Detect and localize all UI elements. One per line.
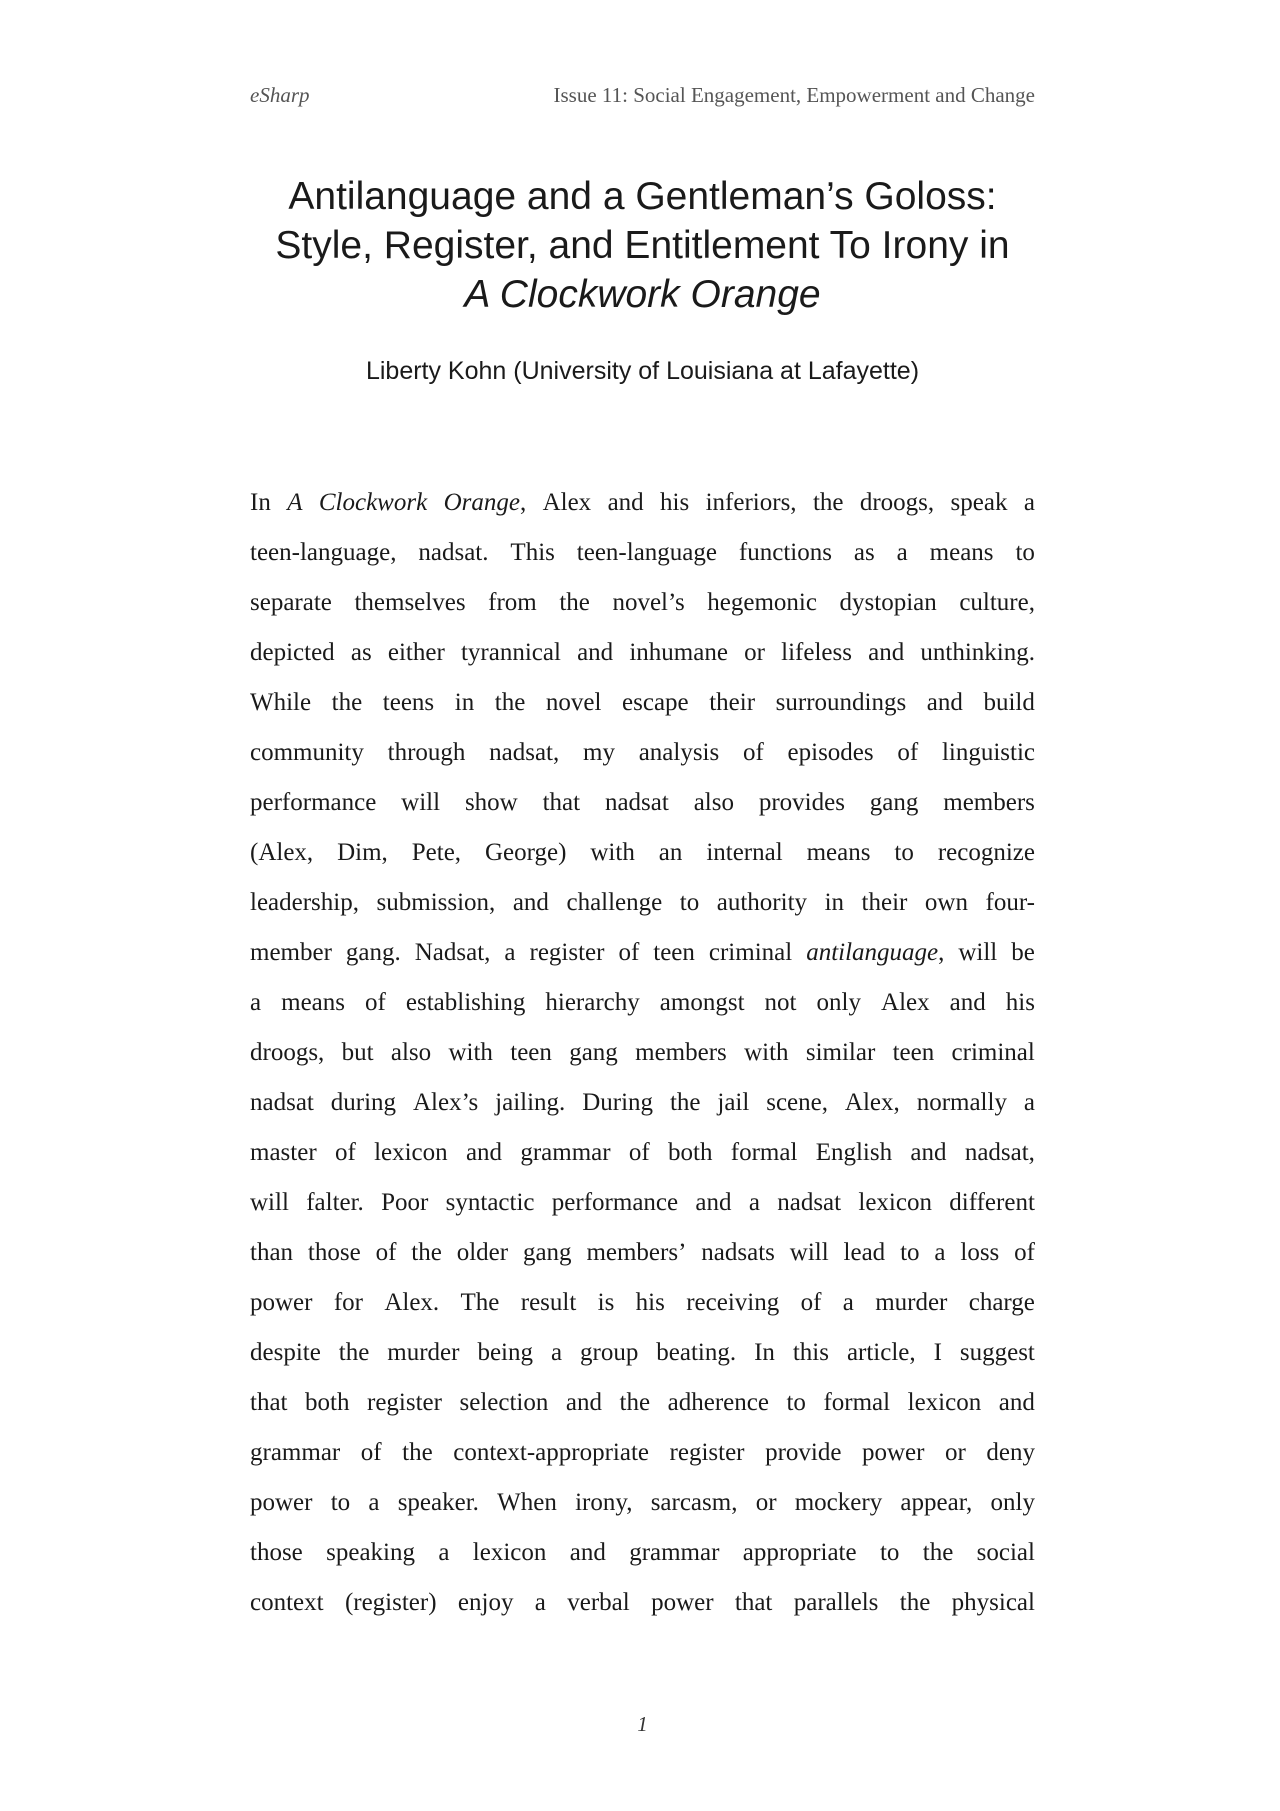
body-word: context-appropriate [453,1439,649,1466]
body-word: suggest [959,1339,1035,1366]
article-title [230,172,1055,319]
body-word: jailing. [495,1089,566,1116]
body-word: amongst [659,989,745,1016]
body-word: of [365,989,386,1016]
body-word: or [945,1439,966,1466]
body-word: (Alex, [250,839,314,866]
body-word: social [976,1539,1035,1566]
body-word: droogs, [250,1039,325,1066]
body-word: lexicon [907,1389,982,1416]
body-word: the [331,689,363,716]
body-word: the [922,1539,954,1566]
body-word: mockery [794,1489,883,1516]
body-line [250,678,1035,728]
body-word: Alex, [844,1089,900,1116]
body-word: lexicon [858,1189,932,1216]
body-word: that [542,789,581,816]
body-word: grammar [520,1139,611,1166]
body-word: nadsat [250,1089,314,1116]
body-word: submission, [376,889,496,916]
body-word: Clockwork [318,489,428,516]
body-word: grammar [250,1439,341,1466]
body-word: I [933,1339,942,1366]
body-word: not [764,989,797,1016]
body-word: a [1023,1089,1035,1116]
body-word: or [755,1489,777,1516]
body-word: This [510,539,555,566]
body-word: physical [951,1589,1035,1616]
body-word: enjoy [457,1589,514,1616]
body-word: of [360,1439,382,1466]
body-word: a [250,989,262,1016]
body-word: a [842,1289,854,1316]
body-word: despite [250,1339,321,1366]
body-word: separate [250,589,332,616]
body-line [250,1478,1035,1528]
body-word: Dim, [337,839,388,866]
body-word: dystopian [839,589,937,616]
body-word: master [250,1139,317,1166]
body-word: speaker. [397,1489,479,1516]
body-word: of [375,1239,397,1266]
body-word: Orange, [443,489,527,516]
body-word: appear, [900,1489,973,1516]
body-line [250,628,1035,678]
body-word: gang. [345,939,401,966]
body-word: in [454,689,475,716]
body-word: build [983,689,1035,716]
body-line [250,928,1035,978]
body-word: either [387,639,445,666]
body-word: While [250,689,312,716]
body-word: analysis [638,739,720,766]
body-word: syntactic [445,1189,535,1216]
body-line [250,1578,1035,1628]
body-word: will [789,1239,829,1266]
body-word: sarcasm, [650,1489,738,1516]
body-word: teen [892,1039,935,1066]
body-paragraph [250,478,1035,1628]
body-word: also [390,1039,432,1066]
body-word: during [330,1089,397,1116]
body-word: through [387,739,466,766]
body-word: formal [823,1389,891,1416]
body-word: loss [960,1239,1000,1266]
body-word: as [853,539,875,566]
body-word: establishing [405,989,526,1016]
body-word: both [668,1139,713,1166]
body-word: and [465,1139,503,1166]
body-line [250,1178,1035,1228]
body-word: result [520,1289,577,1316]
body-word: means [281,989,346,1016]
body-word: being [477,1339,533,1366]
body-line [250,478,1035,528]
body-word: to [679,889,700,916]
body-word: the [494,689,526,716]
body-word: scene, [766,1089,829,1116]
body-word: to [900,1239,920,1266]
body-word: to [330,1489,351,1516]
body-line [250,1528,1035,1578]
body-word: that [734,1589,773,1616]
body-line [250,728,1035,778]
body-word: linguistic [941,739,1035,766]
body-word: nadsat, [489,739,560,766]
body-word: a [934,1239,946,1266]
body-line [250,828,1035,878]
body-word: normally [916,1089,1007,1116]
body-word: lifeless [781,639,852,666]
body-word: the [411,1239,442,1266]
body-word: or [744,639,765,666]
body-word: means [806,839,871,866]
body-word: hegemonic [707,589,817,616]
body-word: of [334,1139,356,1166]
body-word: provides [758,789,845,816]
body-word: means [929,539,994,566]
body-word: beating. [656,1339,737,1366]
body-word: Nadsat, [414,939,491,966]
body-word: member [250,939,332,966]
body-word: recognize [937,839,1035,866]
body-word: deny [986,1439,1035,1466]
body-word: lexicon [374,1139,448,1166]
body-word: a [368,1489,380,1516]
body-word: and [512,889,549,916]
title-line-3: A Clockwork Orange [464,273,821,316]
body-word: inhumane [629,639,728,666]
body-word: to [786,1389,806,1416]
body-word: different [949,1189,1035,1216]
body-word: and [949,989,986,1016]
body-word: own [924,889,968,916]
body-word: antilanguage, [806,939,945,966]
body-word: of [618,939,640,966]
body-word: to [879,1539,900,1566]
body-word: four- [985,889,1035,916]
body-word: appropriate [742,1539,857,1566]
body-word: nadsat. [418,539,489,566]
body-word: both [305,1389,350,1416]
body-word: authority [716,889,808,916]
body-word: challenge [566,889,663,916]
body-word: gang [869,789,919,816]
body-word: of [628,1139,650,1166]
body-word: the [899,1589,931,1616]
body-line [250,1328,1035,1378]
body-line [250,1278,1035,1328]
body-word: verbal [567,1589,630,1616]
body-word: jail [717,1089,750,1116]
body-word: unthinking. [920,639,1035,666]
body-word: similar [805,1039,876,1066]
body-word: from [488,589,537,616]
body-word: and [868,639,905,666]
body-word: and [695,1189,732,1216]
body-word: power [651,1589,714,1616]
body-word: and [565,1389,603,1416]
body-word: only [990,1489,1035,1516]
body-word: During [582,1089,654,1116]
body-word: an [658,839,683,866]
body-word: A [287,489,303,516]
body-line [250,1028,1035,1078]
body-word: performance [551,1189,679,1216]
body-word: lead [843,1239,886,1266]
body-word: murder [387,1339,460,1366]
body-word: and [577,639,614,666]
document-page [250,0,1035,1811]
body-word: power [861,1439,925,1466]
body-word: gang [569,1039,618,1066]
body-word: George) [484,839,567,866]
body-word: irony, [575,1489,633,1516]
body-word: the [402,1439,433,1466]
body-word: a [504,939,516,966]
body-word: nadsats [701,1239,775,1266]
body-word: the [669,1089,701,1116]
body-word: provide [765,1439,842,1466]
body-word: and [569,1539,606,1566]
body-word: teen [653,939,695,966]
body-word: nadsat [777,1189,842,1216]
body-word: a [438,1539,450,1566]
body-word: those [307,1239,361,1266]
body-word: charge [968,1289,1035,1316]
body-word: will [401,789,441,816]
body-word: teen-language, [250,539,397,566]
body-word: (register) [344,1589,437,1616]
body-word: When [497,1489,557,1516]
body-word: parallels [793,1589,879,1616]
body-word: In [250,489,271,516]
body-word: the [559,589,590,616]
body-word: register [367,1389,442,1416]
body-word: older [456,1239,509,1266]
body-word: performance [250,789,377,816]
body-line [250,528,1035,578]
body-word: to [894,839,914,866]
body-word: the [812,489,844,516]
body-word: Alex [542,489,592,516]
body-word: Alex’s [412,1089,479,1116]
body-word: culture, [959,589,1035,616]
body-line [250,878,1035,928]
body-word: members [635,1039,727,1066]
body-word: show [464,789,518,816]
body-word: inferiors, [705,489,797,516]
body-word: register [529,939,605,966]
body-word: the [338,1339,370,1366]
running-header [250,83,1035,108]
body-word: those [250,1539,303,1566]
body-word: but [341,1039,374,1066]
body-word: to [1015,539,1035,566]
body-line [250,1378,1035,1428]
body-word: be [1011,939,1035,966]
body-word: themselves [354,589,466,616]
body-word: and [607,489,644,516]
body-word: lexicon [472,1539,547,1566]
body-word: with [590,839,635,866]
body-line [250,778,1035,828]
body-word: power [250,1489,313,1516]
body-line [250,1078,1035,1128]
body-word: their [709,689,756,716]
body-word: leadership, [250,889,359,916]
body-word: teens [382,689,435,716]
body-word: members [943,789,1035,816]
body-word: speaking [326,1539,415,1566]
body-word: context [250,1589,324,1616]
body-word: and [910,1139,947,1166]
body-word: In [754,1339,775,1366]
author-affiliation: Liberty Kohn (University of Louisiana at Lafayette) [365,357,920,385]
body-word: a [896,539,908,566]
body-word: a [534,1589,546,1616]
body-word: internal [706,839,783,866]
body-line [250,1428,1035,1478]
body-word: of [742,739,764,766]
body-word: depicted [250,639,335,666]
body-word: the [619,1389,651,1416]
body-word: teen-language [576,539,717,566]
body-word: article, [846,1339,916,1366]
body-word: and [998,1389,1035,1416]
body-word: novel’s [612,589,685,616]
body-word: power [250,1289,313,1316]
body-word: tyrannical [460,639,561,666]
body-word: of [897,739,919,766]
body-word: gang [522,1239,572,1266]
body-line [250,578,1035,628]
body-word: of [1014,1239,1035,1266]
body-word: only [816,989,861,1016]
body-word: English [815,1139,893,1166]
body-word: selection [459,1389,549,1416]
body-word: formal [730,1139,798,1166]
body-word: Alex. [384,1289,440,1316]
body-word: in [824,889,845,916]
body-word: episodes [787,739,874,766]
body-word: criminal [708,939,793,966]
title-line-2: Style, Register, and Entitlement To Irony in [275,224,1010,267]
body-line [250,1228,1035,1278]
body-word: members’ [586,1239,687,1266]
title-line-1: Antilanguage and a Gentleman’s Goloss: [288,175,997,218]
body-word: his [660,489,690,516]
body-word: receiving [686,1289,780,1316]
body-word: my [583,739,615,766]
body-line [250,978,1035,1028]
body-word: group [580,1339,639,1366]
body-word: that [250,1389,288,1416]
body-word: a [1023,489,1035,516]
body-word: than [250,1239,294,1266]
body-word: their [861,889,908,916]
body-word: criminal [951,1039,1035,1066]
body-word: as [350,639,372,666]
body-word: hierarchy [545,989,640,1016]
body-word: for [333,1289,363,1316]
body-word: with [744,1039,789,1066]
journal-name: eSharp [250,83,310,107]
body-word: teen [510,1039,552,1066]
body-word: with [448,1039,493,1066]
body-word: novel [545,689,602,716]
body-word: escape [622,689,689,716]
body-word: Poor [381,1189,429,1216]
body-word: Alex [881,989,930,1016]
body-word: also [693,789,734,816]
body-word: his [1005,989,1035,1016]
body-word: nadsat, [964,1139,1035,1166]
body-word: this [792,1339,829,1366]
page-number: 1 [637,1712,648,1736]
body-word: droogs, [859,489,935,516]
body-word: The [460,1289,500,1316]
body-word: adherence [667,1389,769,1416]
body-word: nadsat [604,789,669,816]
body-word: surroundings [775,689,907,716]
body-word: of [800,1289,822,1316]
body-word: his [635,1289,665,1316]
body-word: register [669,1439,745,1466]
body-line [250,1128,1035,1178]
body-word: murder [875,1289,948,1316]
body-word: community [250,739,364,766]
body-word: is [597,1289,615,1316]
body-word: will [250,1189,289,1216]
body-word: Pete, [411,839,462,866]
body-word: grammar [629,1539,720,1566]
body-word: and [926,689,963,716]
body-word: speak [950,489,1008,516]
body-word: functions [738,539,832,566]
issue-title: Issue 11: Social Engagement, Empowerment and Change [553,83,1035,107]
body-word: will [958,939,998,966]
body-word: a [748,1189,760,1216]
body-word: a [550,1339,563,1366]
body-word: falter. [306,1189,364,1216]
